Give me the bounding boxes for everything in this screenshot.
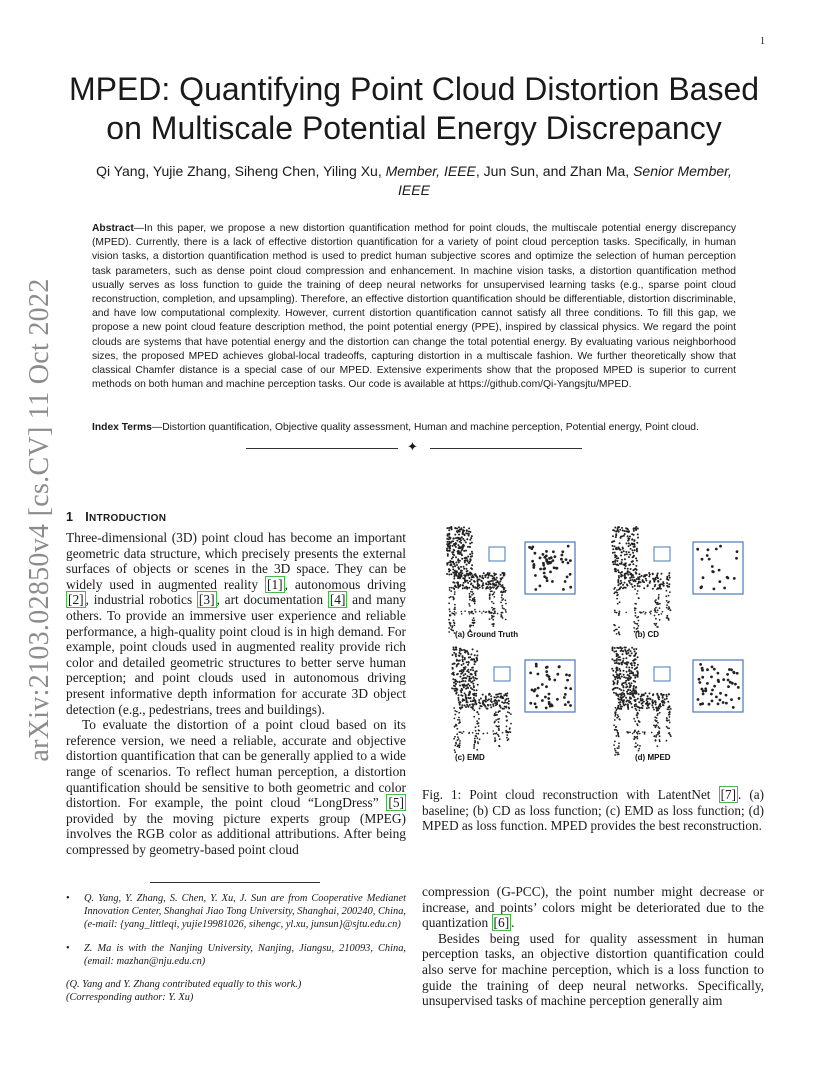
footnotes	[66, 892, 406, 1004]
figure-panel-label: (b) CD	[635, 630, 659, 639]
zoom-inset	[693, 542, 743, 594]
abstract	[92, 222, 736, 392]
figure-panel-cd	[611, 526, 743, 639]
paragraph	[422, 884, 764, 931]
index-terms-label: Index Terms	[92, 422, 152, 433]
text-run: , autonomous driving	[284, 576, 406, 592]
paragraph: Besides being used for quality assessment in human perception tasks, an objective distortion quantification could also serve for machine perception, which is a loss function to guide the training of deep neural networks. Specifically, unsupervised tasks of machine perception generally aim	[422, 930, 764, 1009]
text-run: and many others. To provide an immersive user experience and reliable performance, a high-quality point cloud is in high demand. For example, point clouds used in augmented reality provide rich color and detailed geometric structures to better serve human perception; and point clouds used in autonomous driving present informative depth information for accurate 3D object detection (e.g., pedestrians, trees and buildings).	[66, 592, 406, 717]
text-run: Three-dimensional (3D) point cloud has become an important geometric data structure, which precisely presents the external surfaces of objects or scenes in the 3D space. They can be widely used in augmented reality	[66, 530, 406, 592]
zoom-inset	[525, 660, 575, 712]
citation-link[interactable]: [1]	[267, 576, 283, 592]
abstract-label: Abstract	[92, 223, 134, 234]
citation-link[interactable]: [6]	[493, 915, 510, 931]
bullet-icon: •	[66, 893, 70, 904]
footnote-text: Q. Yang, Y. Zhang, S. Chen, Y. Xu, J. Sun are from Cooperative Medianet Innovation Center, Shanghai Jiao Tong University, Shanghai, 200240, China, (e-mail: {yang_littleqi, yujie19981026, sihengc, yl.xu, junsun}@sjtu.edu.cn)	[84, 893, 407, 931]
citation-link[interactable]: [3]	[198, 592, 215, 608]
index-terms-text: —Distortion quantification, Objective quality assessment, Human and machine perception, Potential energy, Point cloud.	[151, 422, 699, 433]
page-number: 1	[760, 36, 765, 47]
figure-panel-emd	[451, 646, 575, 762]
text-run: . (a) baseline; (b) CD as loss function; (c) EMD as loss function; (d) MPED as loss function. MPED provides the best reconstruction.	[422, 787, 764, 834]
figure-panel-mped	[611, 646, 743, 762]
author-list	[90, 162, 738, 200]
arxiv-stamp: arXiv:2103.02850v4 [cs.CV] 11 Oct 2022	[24, 278, 55, 762]
section-title-rest: NTRODUCTION	[89, 513, 167, 524]
citation-link[interactable]: [4]	[329, 592, 346, 608]
text-run: , art documentation	[216, 592, 328, 608]
text-run: To evaluate the distortion of a point cloud based on its reference version, we need a reliable, accurate and objective distortion quantification that can be generally applied to a wide range of scenarios. To reflect human perception, a distortion quantification should be sensitive to both geometric and color distortion. For example, the point cloud “LongDress”	[66, 717, 406, 811]
figure-point-cloud-reconstruction	[425, 520, 765, 770]
section-first-letter: I	[85, 510, 90, 524]
right-column-body	[422, 884, 764, 1009]
citation-link[interactable]: [2]	[68, 592, 84, 608]
separator-line-right	[430, 448, 582, 449]
zoom-inset	[525, 542, 575, 594]
footnote-rule	[150, 882, 320, 883]
text-run: compression (G-PCC), the point number might decrease or increase, and points’ colors might be deteriorated due to the quantization	[422, 884, 764, 931]
footnote-item	[66, 892, 406, 932]
paragraph	[66, 717, 406, 857]
footnote-item	[66, 942, 406, 968]
citation-link[interactable]: [7]	[720, 787, 736, 802]
zoom-inset	[693, 660, 743, 712]
figure-panel-label: (a) Ground Truth	[455, 630, 519, 639]
footnote-note: (Q. Yang and Y. Zhang contributed equally to this work.)	[66, 979, 302, 991]
separator-line-left	[246, 448, 398, 449]
figure-panel-label: (d) MPED	[635, 753, 671, 762]
paragraph	[66, 530, 406, 717]
figure-caption	[422, 787, 764, 834]
paper-title: MPED: Quantifying Point Cloud Distortion Based on Multiscale Potential Energy Discrepancy	[68, 71, 760, 146]
index-terms	[92, 421, 736, 435]
section-heading	[66, 510, 166, 524]
citation-link[interactable]: [5]	[388, 795, 404, 811]
left-column-body	[66, 530, 406, 857]
author-names-2: , Jun Sun, and Zhan Ma,	[475, 163, 630, 179]
footnote-text: Z. Ma is with the Nanjing University, Nanjing, Jiangsu, 210093, China, (email: mazhan@nju.edu.cn)	[84, 942, 406, 967]
zoom-region-box	[654, 667, 670, 681]
text-run: Fig. 1: Point cloud reconstruction with LatentNet	[422, 787, 719, 802]
text-run: .	[511, 915, 515, 931]
zoom-region-box	[489, 547, 505, 561]
author-member-2: Senior Member, IEEE	[398, 163, 732, 198]
zoom-region-box	[494, 667, 510, 681]
figure-panel-gt	[446, 526, 575, 639]
section-number: 1	[66, 510, 74, 524]
text-run: provided by the moving picture experts group (MPEG) involves the RGB color as additional attributions. After being compressed by geometry-based point cloud	[66, 810, 406, 857]
bullet-icon: •	[66, 942, 70, 954]
figure-panel-label: (c) EMD	[455, 753, 485, 762]
separator-diamond-icon: ✦	[407, 440, 418, 455]
abstract-text: —In this paper, we propose a new distortion quantification method for point clouds, the multiscale potential energy discrepancy (MPED). Currently, there is a lack of effective distortion quantification for a variety of point cloud perception tasks. Specifically, in human vision tasks, a distortion quantification method is used to predict human subjective scores and optimize the selection of human perception task parameters, such as dense point cloud compression and enhancement. In machine vision tasks, a distortion quantification method usually serves as loss function to guide the training of deep neural networks for unsupervised learning tasks (e.g., sparse point cloud reconstruction, completion, and upsampling). Therefore, an effective distortion quantification should be differentiable, distortion discriminable, and have low computational complexity. However, current distortion quantification cannot satisfy all three conditions. To fill this gap, we propose a new point cloud feature description method, the point potential energy (PPE), inspired by classical physics. We regard the point clouds are systems that have potential energy and the distortion can change the total potential energy. By evaluating various neighborhood sizes, the proposed MPED achieves global-local tradeoffs, capturing distortion in a multiscale fashion. We further theoretically show that classical Chamfer distance is a special case of our MPED. Extensive experiments show that the proposed MPED is superior to current methods on both human and machine perception tasks. Our code is available at https://github.com/Qi-Yangsjtu/MPED.	[92, 223, 736, 391]
zoom-region-box	[654, 547, 670, 561]
author-names-1: Qi Yang, Yujie Zhang, Siheng Chen, Yiling Xu,	[96, 163, 382, 179]
text-run: , industrial robotics	[85, 592, 197, 608]
author-member-1: Member, IEEE	[385, 163, 476, 179]
footnote-note: (Corresponding author: Y. Xu)	[66, 992, 194, 1004]
